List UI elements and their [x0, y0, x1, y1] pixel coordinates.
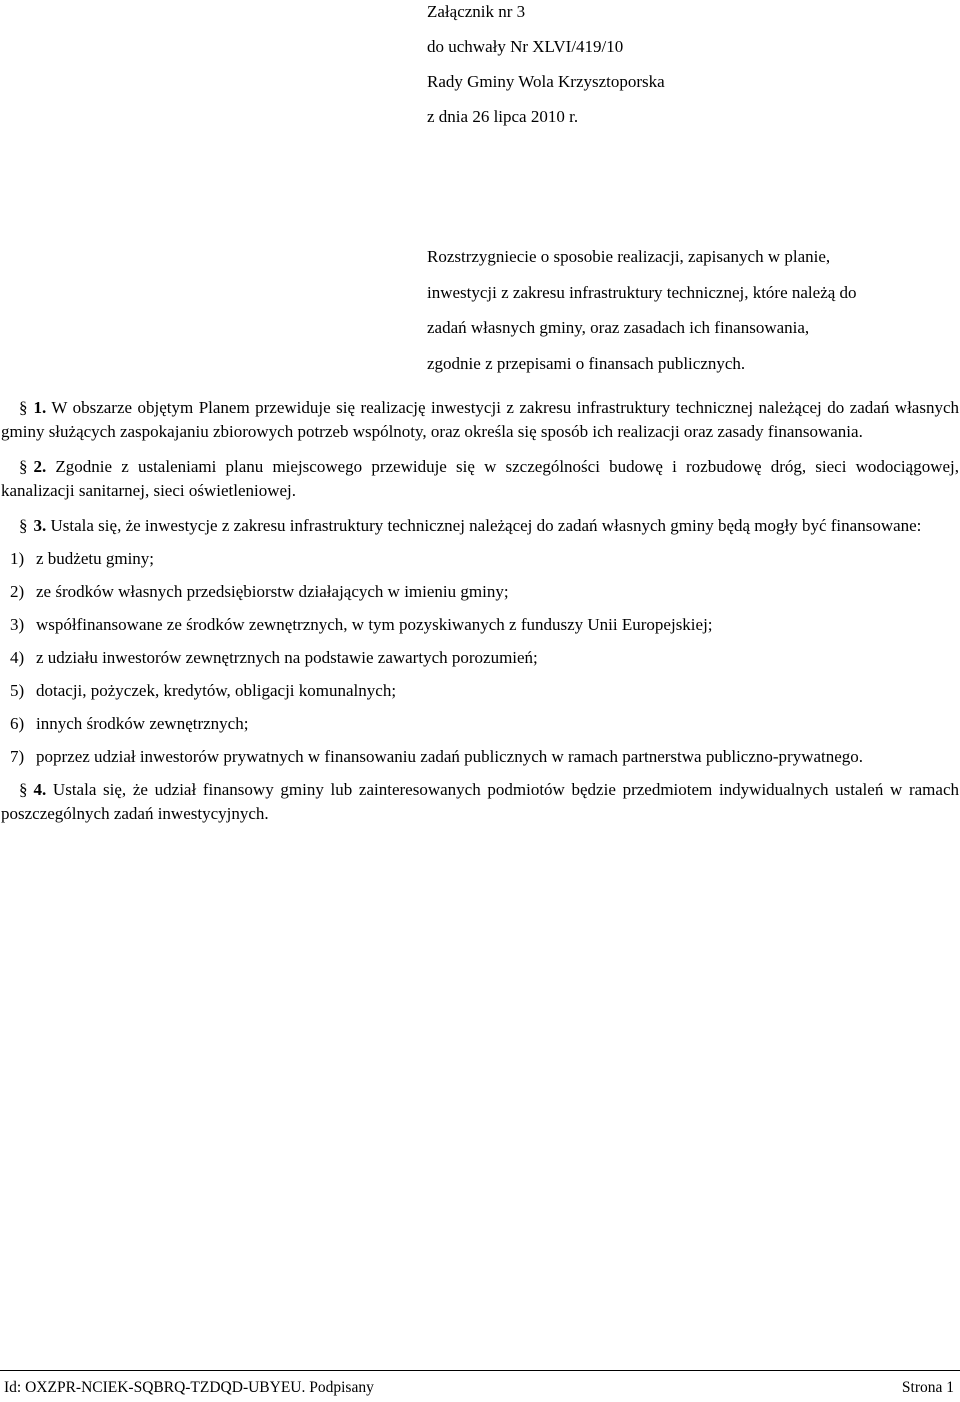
list-item-text: współfinansowane ze środków zewnętrznych, w tym pozyskiwanych z funduszy Unii Europejskiej; — [36, 615, 713, 634]
section-symbol: § — [19, 398, 28, 417]
council-name: Rady Gminy Wola Krzysztoporska — [427, 72, 665, 91]
list-item-text: z udziału inwestorów zewnętrznych na podstawie zawartych porozumień; — [36, 648, 538, 667]
section-3 — [1, 514, 959, 538]
attachment-number: Załącznik nr 3 — [427, 2, 526, 21]
list-item-text: z budżetu gminy; — [36, 549, 155, 568]
section-number: 2. — [33, 457, 47, 476]
list-item-number: 2) — [10, 582, 25, 601]
section-symbol: § — [19, 516, 28, 535]
list-item-text: innych środków zewnętrznych; — [36, 714, 249, 733]
list-item — [10, 613, 959, 637]
list-item — [10, 712, 959, 736]
document-title — [427, 245, 957, 387]
document-id: Id: OXZPR-NCIEK-SQBRQ-TZDQD-UBYEU. Podpisany — [4, 1379, 374, 1396]
document-body — [1, 396, 959, 826]
section-number: 3. — [33, 516, 47, 535]
section-text: Zgodnie z ustaleniami planu miejscowego przewiduje się w szczególności budowę i rozbudowę dróg, sieci wodociągowej, kanalizacji sanitarnej, sieci oświetleniowej. — [1, 457, 959, 500]
list-item-text: ze środków własnych przedsiębiorstw działających w imieniu gminy; — [36, 582, 509, 601]
section-number: 4. — [33, 780, 47, 799]
attachment-header — [427, 0, 947, 140]
resolution-reference: do uchwały Nr XLVI/419/10 — [427, 37, 624, 56]
section-text: Ustala się, że inwestycje z zakresu infrastruktury technicznej należącej do zadań własnych gminy będą mogły być finansowane: — [46, 516, 922, 535]
title-line: Rozstrzygniecie o sposobie realizacji, zapisanych w planie, — [427, 247, 831, 266]
page-number: Strona 1 — [901, 1379, 954, 1396]
list-item-number: 3) — [10, 615, 25, 634]
list-item — [10, 679, 959, 703]
section-symbol: § — [19, 457, 28, 476]
title-line: inwestycji z zakresu infrastruktury technicznej, które należą do — [427, 282, 857, 302]
list-item-number: 5) — [10, 681, 25, 700]
list-item-number: 7) — [10, 747, 25, 766]
list-item-number: 4) — [10, 648, 25, 667]
title-line: zadań własnych gminy, oraz zasadach ich finansowania, — [427, 318, 810, 337]
list-item — [10, 745, 959, 769]
section-4 — [1, 778, 959, 826]
title-line: zgodnie z przepisami o finansach publicznych. — [427, 353, 746, 373]
section-1 — [1, 396, 959, 444]
page-footer — [0, 1370, 960, 1401]
list-item-text: dotacji, pożyczek, kredytów, obligacji komunalnych; — [36, 681, 397, 700]
list-item — [10, 646, 959, 670]
list-item — [10, 547, 959, 571]
financing-sources-list — [1, 547, 959, 769]
list-item — [10, 580, 959, 604]
section-2 — [1, 455, 959, 503]
list-item-text: poprzez udział inwestorów prywatnych w finansowaniu zadań publicznych w ramach partnerstwa publiczno-prywatnego. — [36, 747, 864, 766]
section-symbol: § — [19, 780, 28, 799]
resolution-date: z dnia 26 lipca 2010 r. — [427, 107, 579, 126]
section-text: Ustala się, że udział finansowy gminy lub zainteresowanych podmiotów będzie przedmiotem indywidualnych ustaleń w ramach poszczególnych zadań inwestycyjnych. — [1, 780, 959, 823]
section-text: W obszarze objętym Planem przewiduje się realizację inwestycji z zakresu infrastruktury technicznej należącej do zadań własnych gminy służących zaspokajaniu zbiorowych potrzeb wspólnoty, oraz określa się sposób ich realizacji oraz zasady finansowania. — [1, 398, 959, 441]
list-item-number: 1) — [10, 549, 25, 568]
section-number: 1. — [33, 398, 47, 417]
list-item-number: 6) — [10, 714, 25, 733]
